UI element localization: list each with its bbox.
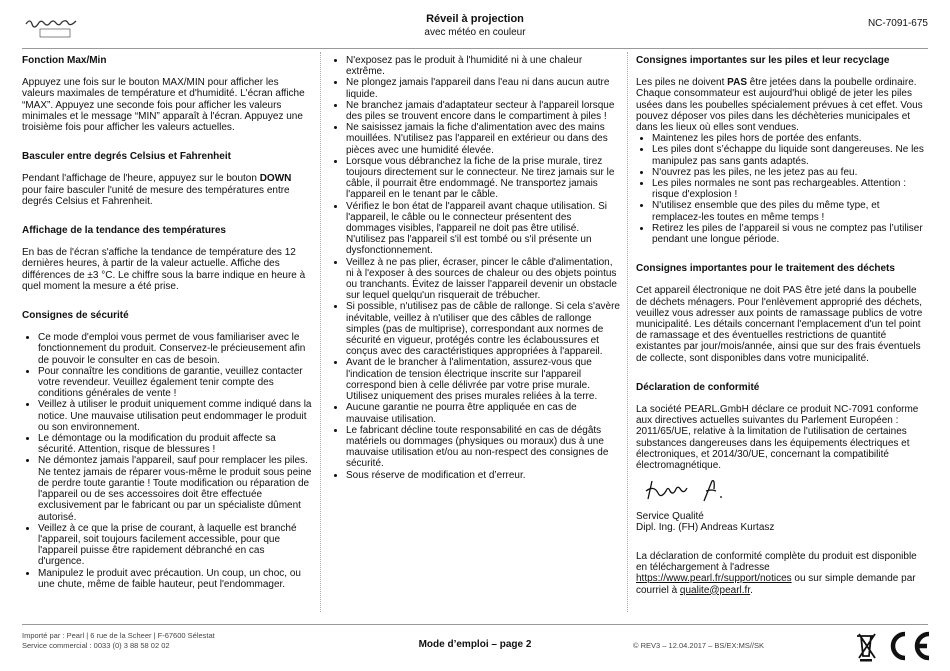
safety-list [330,55,620,481]
list-item: • Retirez les piles de l’appareil si vous ne comptez pas l’utiliser pendant une longue période. [652,223,928,245]
column-2 [330,55,620,492]
signature-image [636,475,756,505]
list-item: • Les piles normales ne sont pas rechargeables. Attention : risque d'explosion ! [652,178,928,200]
list-item: • Ce mode d'emploi vous permet de vous familiariser avec le fonctionnement du produit. Conservez-le précieusement afin de pouvoir le consulter en cas de besoin. [38,332,312,366]
list-item: • Ne saisissez jamais la fiche d'alimentation avec des mains mouillées. N'utilisez pas l'appareil en extérieur ou dans des pièces avec une humidité élevée. [346,122,620,156]
list-item: • Veillez à utiliser le produit uniquement comme indiqué dans la notice. Une mauvaise utilisation peut endommager le produit ou son environnement. [38,399,312,433]
column-3 [636,55,928,608]
product-code: NC-7091-675 [867,18,928,29]
list-item: • Les piles dont s’échappe du liquide sont dangereuses. Ne les manipulez pas sans gants adaptés. [652,144,928,166]
list-item: • Ne plongez jamais l'appareil dans l'eau ni dans aucun autre liquide. [346,77,620,99]
column-1 [22,55,312,601]
page-label: Mode d’emploi – page 2 [418,639,532,650]
email-link[interactable]: qualite@pearl.fr [679,584,751,596]
section-text: En bas de l'écran s'affiche la tendance de température des 12 dernières heures, à partir de la valeur actuelle. Affiche des différences de ±3 °C. Le chiffre sous la barre indique en heure à quel moment la mesure a été prise. [22,247,306,292]
section-text: Cet appareil électronique ne doit PAS être jeté dans la poubelle de déchets ménagers. Pour l'enlèvement approprié des déchets, veuillez vous adresser aux points de ramassage publics de votre municipalité. Les détails concernant l'emplacement d'un tel point de ramassage et des éventuelles restrictions de quantité existantes par jour/mois/année, ainsi que sur des frais éventuels de collecte, sont disponibles dans votre municipalité. [636,285,923,364]
section-title: Consignes de sécurité [22,310,129,322]
list-item: • Le fabricant décline toute responsabilité en cas de dégâts matériels ou dommages (physiques ou moraux) dus à une mauvaise utilisation et/ou au non-respect des consignes de sécurité. [346,425,620,470]
page-header [0,0,950,48]
list-item: • Maintenez les piles hors de portée des enfants. [652,133,928,144]
header-divider [22,48,928,49]
list-item: • Pour connaître les conditions de garantie, veuillez contacter votre revendeur. Veuillez également tenir compte des conditions générales de vente ! [38,366,312,400]
signature-role: Service Qualité [636,510,704,522]
list-item: • Veillez à ne pas plier, écraser, pincer le câble d'alimentation, ni à l'exposer à des sources de chaleur ou des objets pointus ou tranchants. Évitez de laisser l'appareil devenir un obstacle sur lequel quelqu'un risquerait de trébucher. [346,257,620,302]
section-title: Fonction Max/Min [22,55,107,66]
compliance-marks-icon [853,626,933,666]
section-text: Pendant l'affichage de l'heure, appuyez sur le bouton DOWN pour faire basculer l'unité de mesure des températures entre degrés Celsius et Fahrenheit. [22,173,292,207]
notices-link[interactable]: https://www.pearl.fr/support/notices [636,573,792,585]
section-text: La déclaration de conformité complète du produit est disponible en téléchargement à l'adresse https://www.pearl.fr/support/notices ou sur simple demande par courriel à qualite@pearl.fr. [636,550,917,596]
column-divider [627,52,628,612]
list-item: • N'utilisez ensemble que des piles du même type, et remplacez-les toutes en même temps ! [652,200,928,222]
section-title: Affichage de la tendance des températures [22,225,226,237]
revision-label: © REV3 – 12.04.2017 – BS/EX:MS//SK [633,641,765,650]
section-text: La société PEARL.GmbH déclare ce produit NC-7091 conforme aux directives actuelles suivantes du Parlement Européen : 2011/65/UE, relative à la limitation de l'utilisation de certaines substances dangereuses dans les équipements électriques et électroniques, et 2014/30/UE, concernant la compatibilité électromagnétique. [636,404,919,472]
list-item: • N'exposez pas le produit à l'humidité ni à une chaleur extrême. [346,55,620,77]
battery-list [636,133,928,245]
section-title: Consignes importantes sur les piles et leur recyclage [636,55,890,66]
document-subtitle: avec météo en couleur [424,27,526,38]
list-item: • Si possible, n'utilisez pas de câble de rallonge. Si cela s'avère inévitable, veillez à n'utiliser que des câbles de rallonge simples (pas de multiprise), correspondant aux normes de sécurité en vigueur, protégés contre les éclaboussures et conçus avec des caractéristiques appropriées à l'appareil. [346,301,620,357]
list-item: • Veillez à ce que la prise de courant, à laquelle est branché l'appareil, soit toujours facilement accessible, pour que l'appareil puisse être rapidement débranché en cas d'urgence. [38,523,312,568]
list-item: • Avant de le brancher à l'alimentation, assurez-vous que l'indication de tension électrique inscrite sur l'appareil correspond bien à celle délivrée par votre prise murale. Utilisez uniquement des prises murales reliées à la terre. [346,357,620,402]
list-item: • Aucune garantie ne pourra être appliquée en cas de mauvaise utilisation. [346,402,620,424]
document-title: Réveil à projection [426,13,524,25]
section-title: Déclaration de conformité [636,381,760,393]
footer-divider [22,624,928,625]
section-text: Appuyez une fois sur le bouton MAX/MIN pour afficher les valeurs maximales de température et d'humidité. L'écran affiche “MAX”. Appuyez une seconde fois pour afficher les valeurs minimales et le message “MIN” apparaît à l'écran. Appuyez une troisième fois pour afficher les valeurs actuelles. [22,77,305,134]
list-item: • Sous réserve de modification et d’erreur. [346,470,620,481]
list-item: • N'ouvrez pas les piles, ne les jetez pas au feu. [652,167,928,178]
list-item: • Vérifiez le bon état de l'appareil avant chaque utilisation. Si l'appareil, le câble ou le connecteur présentent des dommages visibles, l'appareil ne doit pas être utilisé. N'utilisez pas l'appareil s'il est tombé ou s'il présente un dysfonctionnement. [346,201,620,257]
signature-name: Dipl. Ing. (FH) Andreas Kurtasz [636,521,775,533]
list-item: • Ne démontez jamais l'appareil, sauf pour remplacer les piles. Ne tentez jamais de réparer vous-même le produit sous peine de perdre toute garantie ! Toute modification ou réparation de l'appareil ou de ses accessoires doit être effectuée exclusivement par le fabricant ou par un spécialiste dûment autorisé. [38,455,312,522]
importer-address: Importé par : Pearl | 6 rue de la Scheer | F-67600 Sélestat [22,631,215,640]
list-item: • Ne branchez jamais d'adaptateur secteur à l'appareil lorsque des piles se trouvent encore dans le compartiment à piles ! [346,100,620,122]
section-title: Basculer entre degrés Celsius et Fahrenheit [22,151,231,163]
safety-list [22,332,312,590]
list-item: • Lorsque vous débranchez la fiche de la prise murale, tirez toujours directement sur le connecteur. Ne tirez jamais sur le câble, il pourrait être endommagé. Ne transportez jamais l'appareil en le tenant par le câble. [346,156,620,201]
list-item: • Manipulez le produit avec précaution. Un coup, un choc, ou une chute, même de faible hauteur, peut l'endommager. [38,568,312,590]
section-text: Les piles ne doivent PAS être jetées dans la poubelle ordinaire. Chaque consommateur est aujourd'hui obligé de jeter les piles usées dans les poubelles spécialement prévues à cet effet. Vous pouvez déposer vos piles dans les déchèteries municipales et dans les lieux où elles sont vendues. [636,77,923,134]
list-item: • Le démontage ou la modification du produit affecte sa sécurité. Attention, risque de blessures ! [38,433,312,455]
column-divider [320,52,321,612]
section-title: Consignes importantes pour le traitement des déchets [636,263,895,275]
service-phone: Service commercial : 0033 (0) 3 88 58 02 02 [22,641,170,650]
